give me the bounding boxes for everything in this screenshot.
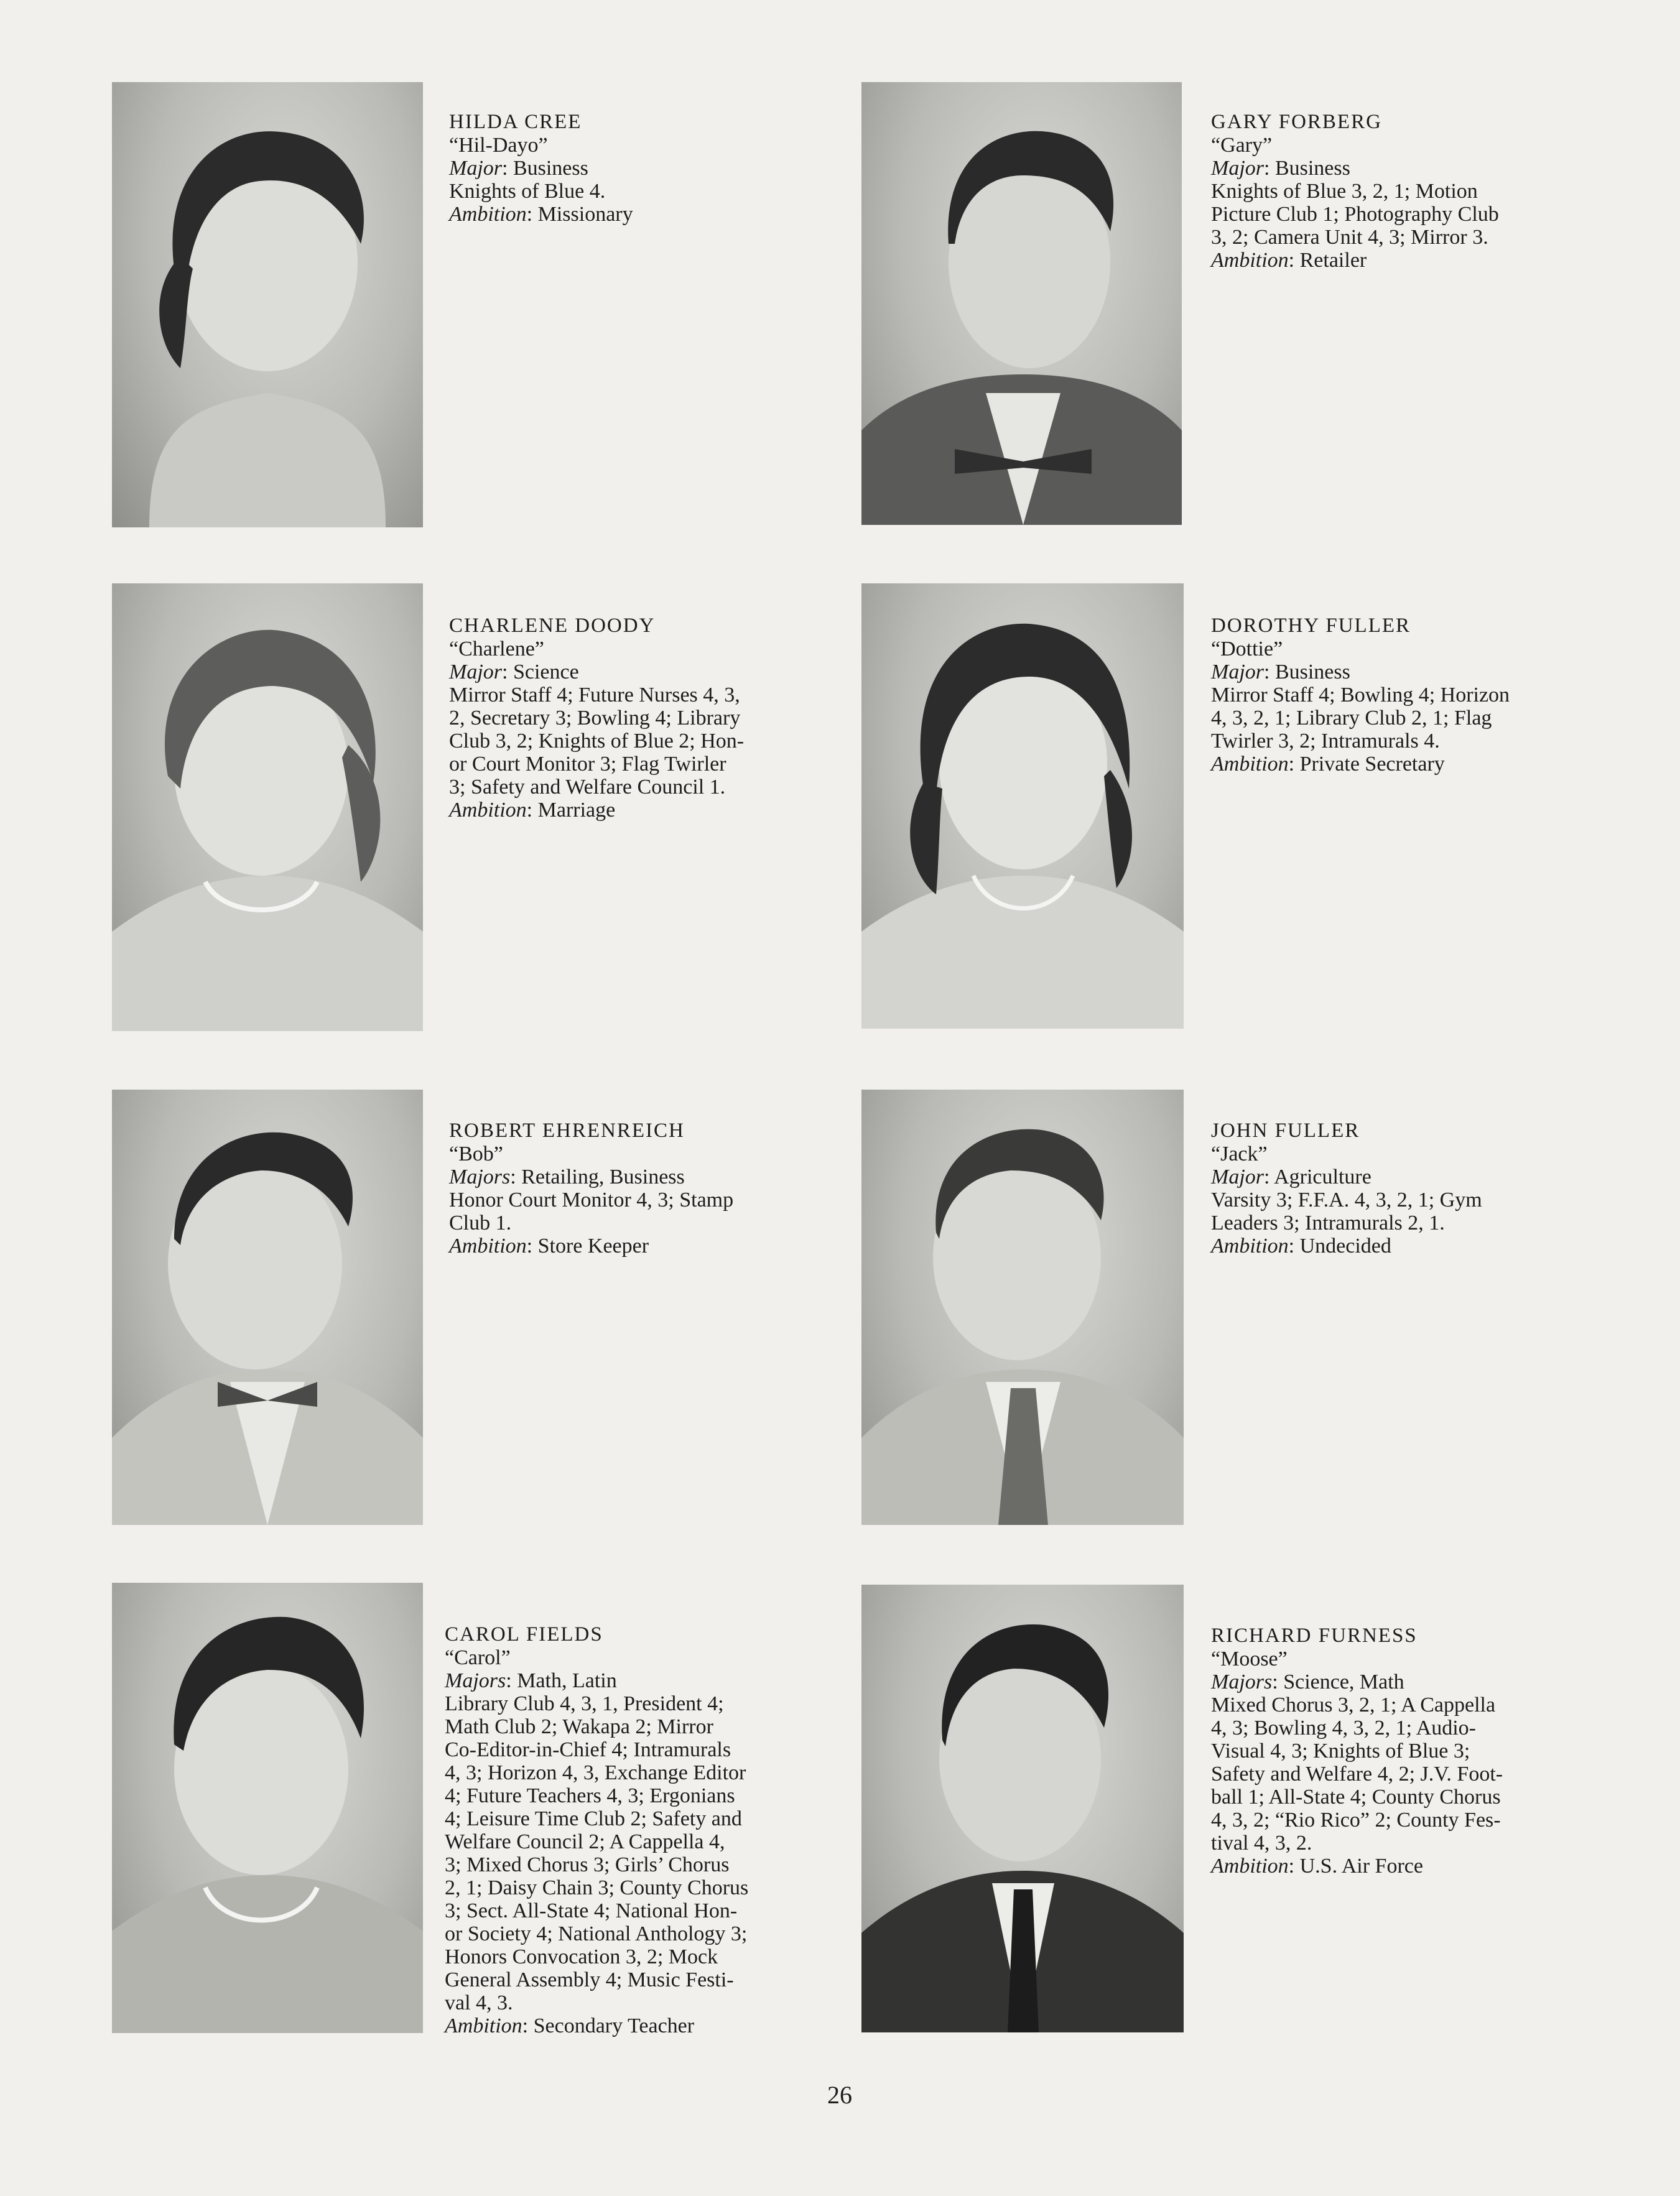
- major-value: Retailing, Business: [521, 1165, 685, 1188]
- portrait-figure: [112, 82, 423, 527]
- ambition-label: Ambition: [1211, 753, 1289, 776]
- student-nickname: “Charlene”: [449, 637, 544, 660]
- student-activities: [445, 1692, 830, 2014]
- activity-line: Mixed Chorus 3, 2, 1; A Cappella: [1211, 1693, 1496, 1716]
- ambition-label: Ambition: [1211, 1855, 1289, 1878]
- major-value: Business: [513, 157, 588, 180]
- ambition-label: Ambition: [1211, 1235, 1289, 1258]
- student-ambition: Ambition: U.S. Air Force: [1211, 1855, 1423, 1878]
- student-major: Majors: Science, Math: [1211, 1670, 1404, 1693]
- activity-line: 3; Mixed Chorus 3; Girls’ Chorus: [445, 1853, 730, 1876]
- activity-line: Safety and Welfare 4, 2; J.V. Foot-: [1211, 1763, 1503, 1786]
- ambition-label: Ambition: [449, 1235, 527, 1258]
- activity-line: 2, Secretary 3; Bowling 4; Library: [449, 707, 741, 730]
- major-value: Math, Latin: [517, 1669, 617, 1692]
- major-value: Science: [513, 660, 579, 683]
- student-name: ROBERT EHRENREICH: [449, 1119, 685, 1142]
- ambition-value: Retailer: [1299, 249, 1367, 272]
- activity-line: Varsity 3; F.F.A. 4, 3, 2, 1; Gym: [1211, 1188, 1482, 1212]
- entry-text: [1211, 614, 1584, 776]
- student-name: HILDA CREE: [449, 111, 582, 133]
- student-name: CAROL FIELDS: [445, 1623, 603, 1646]
- ambition-value: Undecided: [1299, 1235, 1391, 1258]
- major-value: Business: [1274, 157, 1350, 180]
- student-ambition: Ambition: Private Secretary: [1211, 753, 1445, 776]
- major-value: Business: [1274, 660, 1350, 683]
- student-ambition: Ambition: Store Keeper: [449, 1235, 649, 1258]
- activity-line: Honors Convocation 3, 2; Mock: [445, 1945, 718, 1968]
- activity-line: Co-Editor-in-Chief 4; Intramurals: [445, 1738, 731, 1761]
- major-label: Major: [1211, 1165, 1264, 1188]
- ambition-value: Missionary: [537, 203, 633, 226]
- ambition-label: Ambition: [445, 2014, 522, 2037]
- activity-line: Mirror Staff 4; Bowling 4; Horizon: [1211, 683, 1510, 707]
- activity-line: Visual 4, 3; Knights of Blue 3;: [1211, 1740, 1470, 1763]
- student-ambition: Ambition: Secondary Teacher: [445, 2014, 695, 2037]
- student-activities: [449, 1188, 822, 1235]
- activity-line: Welfare Council 2; A Cappella 4,: [445, 1830, 725, 1853]
- portrait-figure: [861, 1585, 1184, 2032]
- student-major: Majors: Retailing, Business: [449, 1165, 685, 1188]
- ambition-value: Private Secretary: [1299, 753, 1445, 776]
- ambition-label: Ambition: [449, 799, 527, 822]
- activity-line: Club 1.: [449, 1212, 512, 1235]
- student-name: GARY FORBERG: [1211, 111, 1382, 133]
- entry-text: [1211, 111, 1584, 272]
- activity-line: 4; Future Teachers 4, 3; Ergonians: [445, 1784, 735, 1807]
- entry-text: [1211, 1624, 1597, 1878]
- ambition-label: Ambition: [449, 203, 527, 226]
- portrait-photo: [112, 583, 423, 1031]
- student-nickname: “Bob”: [449, 1142, 503, 1165]
- activity-line: 4, 3, 2; “Rio Rico” 2; County Fes-: [1211, 1809, 1501, 1832]
- major-label: Majors: [445, 1669, 506, 1692]
- major-label: Majors: [449, 1165, 511, 1188]
- activity-line: or Court Monitor 3; Flag Twirler: [449, 753, 726, 776]
- student-activities: [1211, 1693, 1597, 1855]
- activity-line: 2, 1; Daisy Chain 3; County Chorus: [445, 1876, 749, 1899]
- portrait-figure: [861, 82, 1182, 525]
- student-activities: [1211, 180, 1584, 249]
- student-major: Major: Business: [1211, 157, 1350, 180]
- entry-text: [1211, 1119, 1584, 1258]
- activity-line: Library Club 4, 3, 1, President 4;: [445, 1692, 724, 1715]
- activity-line: tival 4, 3, 2.: [1211, 1832, 1312, 1855]
- entry-text: [445, 1623, 830, 2037]
- activity-line: or Society 4; National Anthology 3;: [445, 1922, 748, 1945]
- activity-line: General Assembly 4; Music Festi-: [445, 1968, 734, 1991]
- student-name: RICHARD FURNESS: [1211, 1624, 1418, 1647]
- student-nickname: “Dottie”: [1211, 637, 1283, 660]
- portrait-photo: [861, 1090, 1184, 1525]
- activity-line: Leaders 3; Intramurals 2, 1.: [1211, 1212, 1445, 1235]
- ambition-label: Ambition: [1211, 249, 1289, 272]
- portrait-photo: [861, 583, 1184, 1029]
- student-name: CHARLENE DOODY: [449, 614, 656, 637]
- activity-line: ball 1; All-State 4; County Chorus: [1211, 1786, 1501, 1809]
- entry-text: [449, 614, 822, 822]
- portrait-photo: [112, 82, 423, 527]
- ambition-value: Secondary Teacher: [533, 2014, 695, 2037]
- entry-text: [449, 1119, 822, 1258]
- student-activities: [1211, 1188, 1584, 1235]
- ambition-value: U.S. Air Force: [1299, 1855, 1423, 1878]
- student-ambition: Ambition: Retailer: [1211, 249, 1367, 272]
- student-major: Major: Business: [1211, 660, 1350, 683]
- student-nickname: “Gary”: [1211, 134, 1273, 157]
- major-value: Science, Math: [1283, 1670, 1404, 1693]
- activity-line: 4; Leisure Time Club 2; Safety and: [445, 1807, 742, 1830]
- activity-line: Twirler 3, 2; Intramurals 4.: [1211, 730, 1440, 753]
- portrait-photo: [861, 1585, 1184, 2032]
- portrait-figure: [112, 583, 423, 1031]
- activity-line: Mirror Staff 4; Future Nurses 4, 3,: [449, 683, 740, 707]
- activity-line: 3; Safety and Welfare Council 1.: [449, 776, 726, 799]
- activity-line: 3, 2; Camera Unit 4, 3; Mirror 3.: [1211, 226, 1488, 249]
- portrait-figure: [861, 583, 1184, 1029]
- portrait-figure: [112, 1090, 423, 1525]
- major-label: Major: [449, 660, 502, 683]
- student-major: Major: Agriculture: [1211, 1165, 1371, 1188]
- page-number: 26: [827, 2081, 852, 2109]
- student-major: Majors: Math, Latin: [445, 1669, 617, 1692]
- ambition-value: Marriage: [537, 799, 616, 822]
- student-nickname: “Jack”: [1211, 1142, 1268, 1165]
- major-label: Major: [449, 157, 502, 180]
- student-major: Major: Business: [449, 157, 588, 180]
- activity-line: 4, 3, 2, 1; Library Club 2, 1; Flag: [1211, 707, 1492, 730]
- student-nickname: “Hil-Dayo”: [449, 134, 548, 157]
- entry-text: [449, 111, 797, 226]
- activity-line: Club 3, 2; Knights of Blue 2; Hon-: [449, 730, 745, 753]
- activity-line: Knights of Blue 3, 2, 1; Motion: [1211, 180, 1478, 203]
- student-major: Major: Science: [449, 660, 579, 683]
- portrait-figure: [861, 1090, 1184, 1525]
- activity-line: 3; Sect. All-State 4; National Hon-: [445, 1899, 738, 1922]
- major-value: Agriculture: [1274, 1165, 1371, 1188]
- student-ambition: Ambition: Marriage: [449, 799, 616, 822]
- activity-line: 4, 3; Bowling 4, 3, 2, 1; Audio-: [1211, 1716, 1476, 1740]
- ambition-value: Store Keeper: [537, 1235, 649, 1258]
- major-label: Major: [1211, 660, 1264, 683]
- activity-line: Math Club 2; Wakapa 2; Mirror: [445, 1715, 713, 1738]
- student-ambition: Ambition: Undecided: [1211, 1235, 1391, 1258]
- portrait-photo: [112, 1090, 423, 1525]
- student-nickname: “Carol”: [445, 1646, 511, 1669]
- major-label: Major: [1211, 157, 1264, 180]
- student-activities: [449, 180, 797, 203]
- portrait-figure: [112, 1583, 423, 2033]
- activity-line: 4, 3; Horizon 4, 3, Exchange Editor: [445, 1761, 746, 1784]
- activity-line: val 4, 3.: [445, 1991, 513, 2014]
- student-nickname: “Moose”: [1211, 1647, 1288, 1670]
- portrait-photo: [112, 1583, 423, 2033]
- major-label: Majors: [1211, 1670, 1273, 1693]
- portrait-photo: [861, 82, 1182, 525]
- student-ambition: Ambition: Missionary: [449, 203, 633, 226]
- activity-line: Honor Court Monitor 4, 3; Stamp: [449, 1188, 734, 1212]
- student-name: JOHN FULLER: [1211, 1119, 1360, 1142]
- activity-line: Picture Club 1; Photography Club: [1211, 203, 1499, 226]
- activity-line: Knights of Blue 4.: [449, 180, 606, 203]
- student-activities: [1211, 683, 1584, 753]
- student-activities: [449, 683, 822, 799]
- student-name: DOROTHY FULLER: [1211, 614, 1411, 637]
